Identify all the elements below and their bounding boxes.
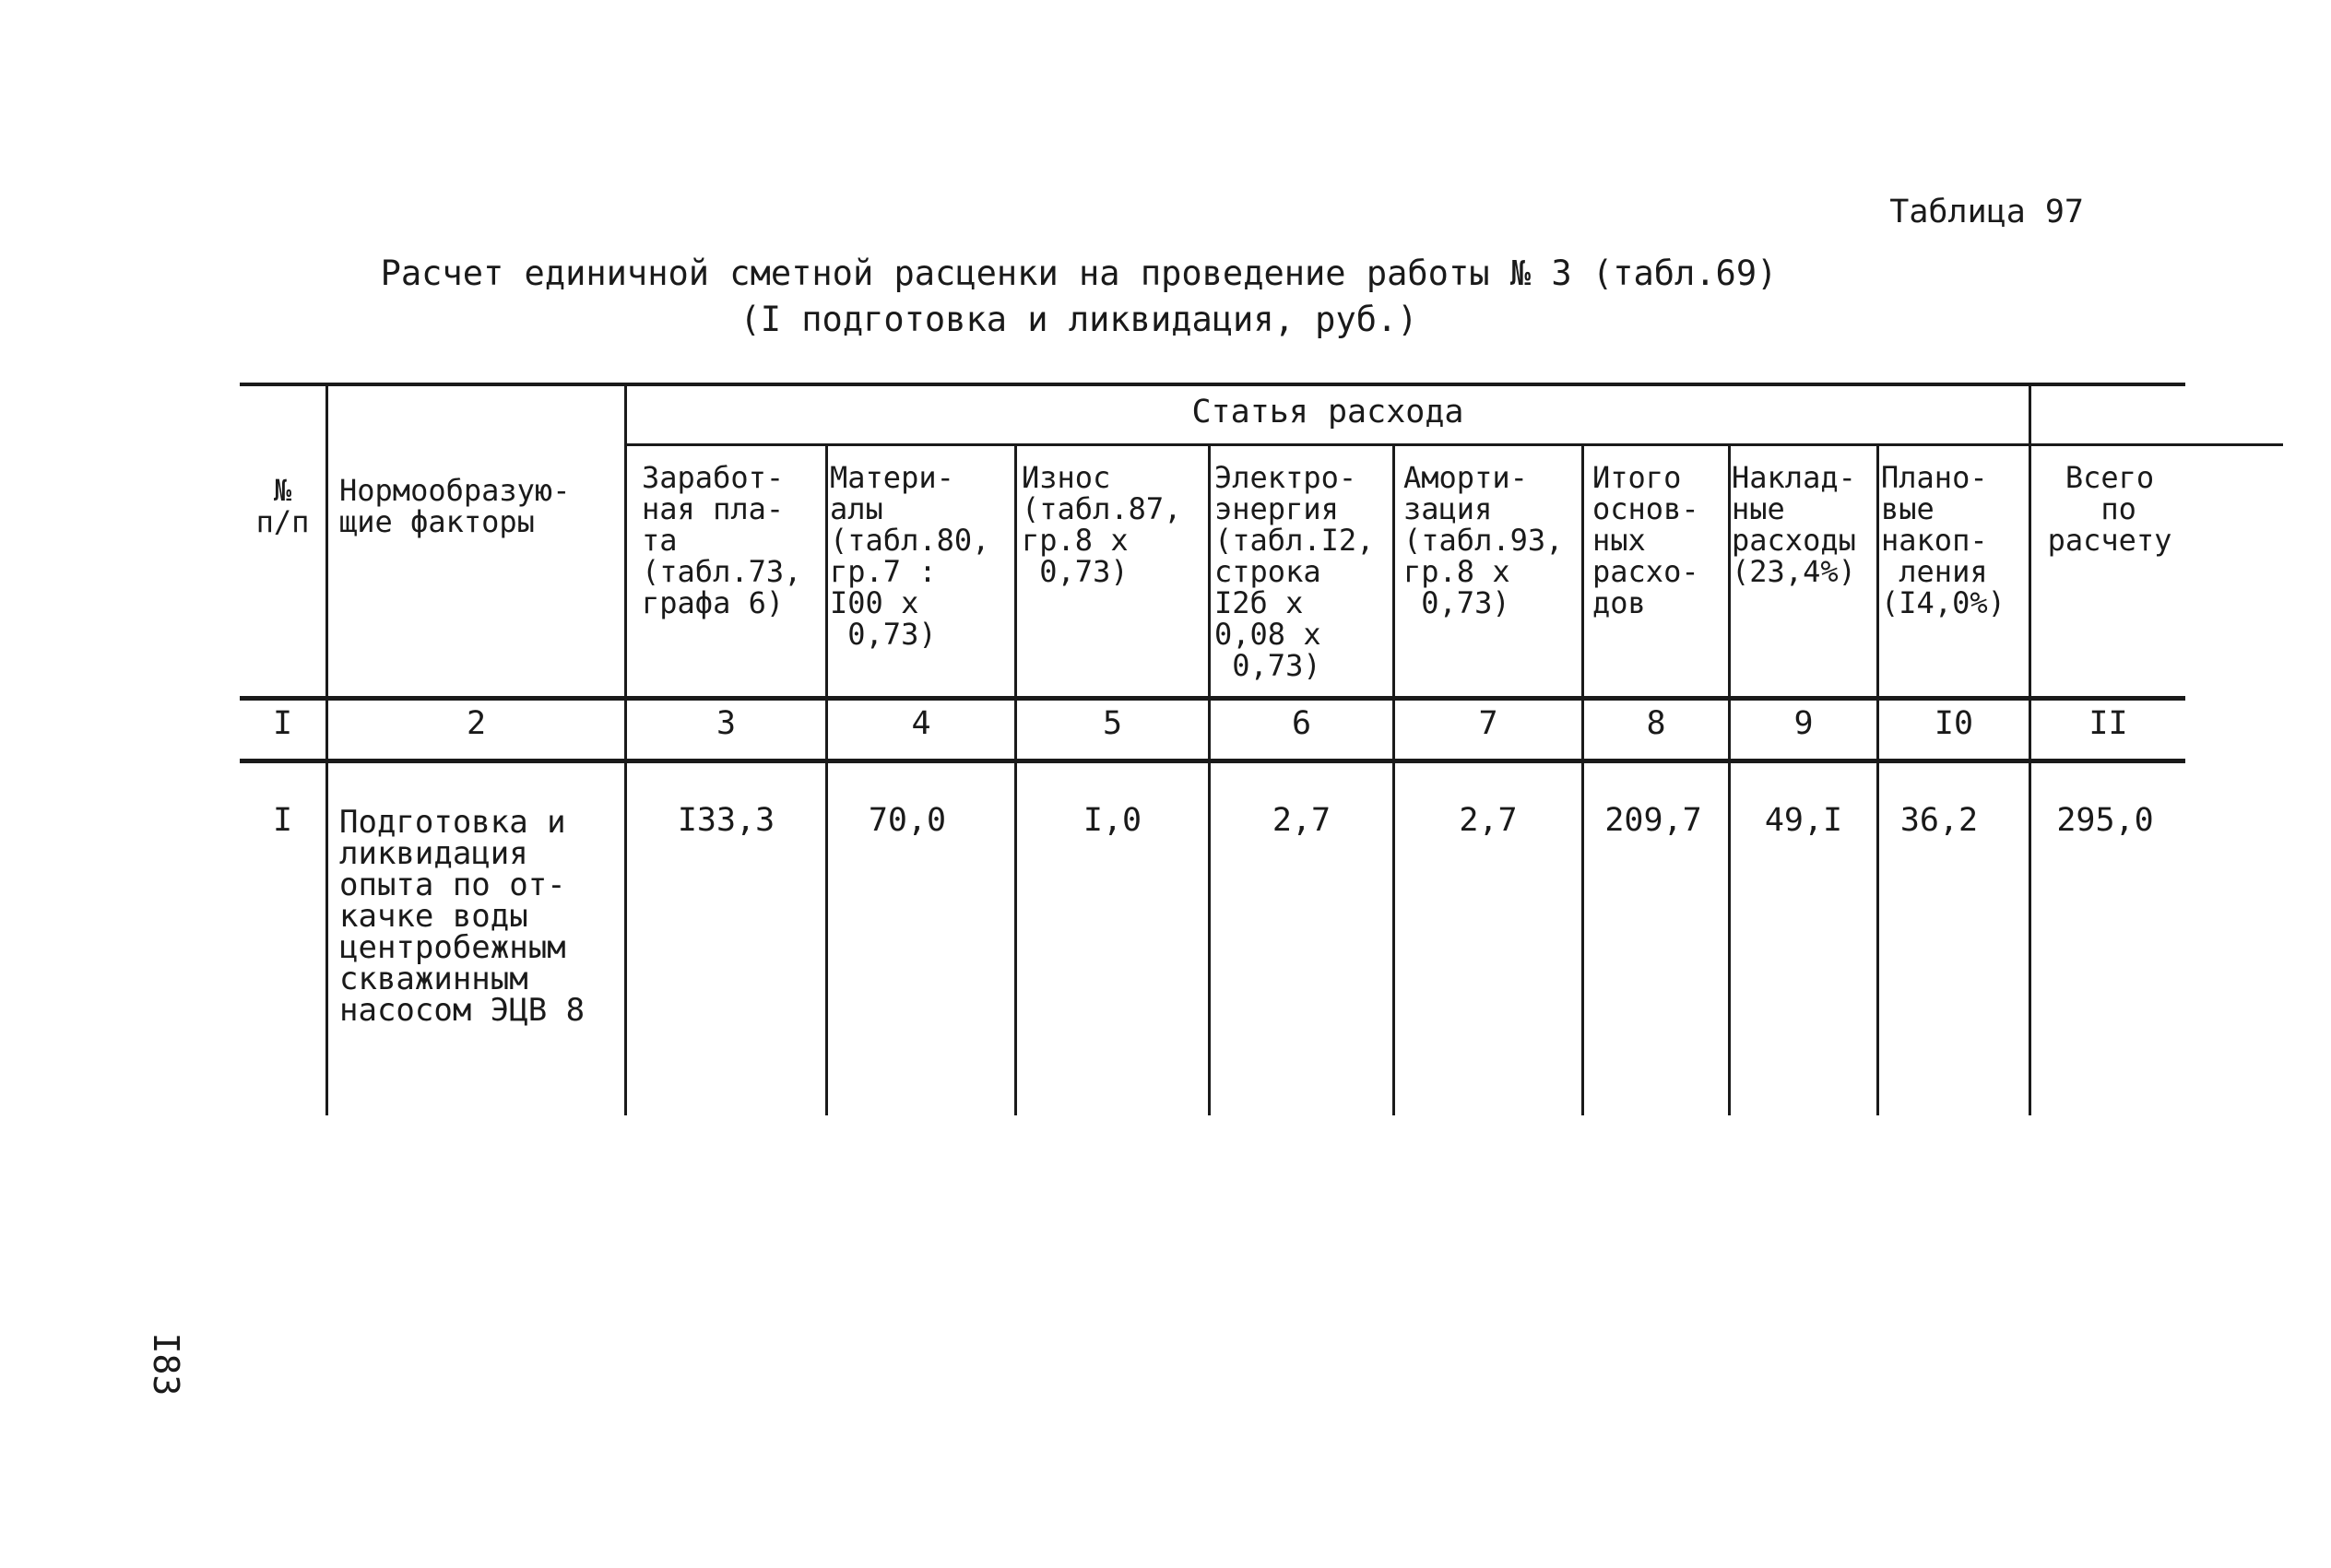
column-number-9: 9 [1793, 705, 1814, 742]
column-numbers-bottom-rule [240, 759, 2185, 763]
row-materials: 70,0 [868, 802, 947, 839]
column-number-6: 6 [1291, 705, 1312, 742]
header-electricity: Электро- энергия (табл.I2, строка I2б x 0,08 x 0,73) [1214, 460, 1375, 683]
header-wages: Заработ- ная пла- та (табл.73, графа 6) [642, 460, 802, 620]
col-divider-4 [1014, 443, 1017, 1115]
header-expense-group: Статья расхода [1191, 394, 1464, 430]
row-wages: I33,3 [677, 802, 775, 839]
header-overhead: Наклад- ные расходы (23,4%) [1732, 460, 1856, 589]
row-electricity: 2,7 [1272, 802, 1331, 839]
col-divider-7 [1581, 443, 1584, 1115]
row-planned-savings: 36,2 [1899, 802, 1979, 839]
row-total: 295,0 [2056, 802, 2154, 839]
column-number-5: 5 [1102, 705, 1123, 742]
col-divider-2 [624, 383, 627, 1115]
column-number-10: I0 [1934, 705, 1974, 742]
header-materials: Матери- алы (табл.80, гр.7 : I00 x 0,73) [830, 460, 990, 652]
column-number-3: 3 [716, 705, 737, 742]
column-number-2: 2 [466, 705, 487, 742]
table-number: Таблица 97 [1889, 194, 2084, 230]
col-divider-1 [325, 383, 328, 1115]
header-bottom-rule [240, 696, 2185, 701]
column-number-1: I [272, 705, 293, 742]
header-row-number: № п/п [255, 473, 310, 539]
row-factor: Подготовка и ликвидация опыта по от- качке воды центробежным скважинным насосом ЭЦВ 8 [339, 804, 586, 1029]
col-divider-8 [1728, 443, 1731, 1115]
header-wear: Износ (табл.87, гр.8 x 0,73) [1022, 460, 1182, 589]
page-number: I83 [146, 1332, 186, 1397]
estimate-table [240, 383, 2185, 1115]
header-total-basic: Итого основ- ных расхо- дов [1592, 460, 1699, 620]
header-total: Всего по расчету [2047, 460, 2172, 558]
col-divider-6 [1392, 443, 1395, 1115]
column-number-11: II [2088, 705, 2128, 742]
row-wear: I,0 [1083, 802, 1142, 839]
col-divider-5 [1208, 443, 1211, 1115]
column-number-7: 7 [1478, 705, 1498, 742]
table-top-border [240, 383, 2185, 386]
header-factors: Нормообразую- щие факторы [339, 473, 571, 539]
row-overhead: 49,I [1764, 802, 1843, 839]
col-divider-9 [1876, 443, 1879, 1115]
row-amortization: 2,7 [1459, 802, 1518, 839]
table-subtitle: (I подготовка и ликвидация, руб.) [740, 300, 1418, 339]
row-number: I [272, 802, 293, 839]
row-total-basic: 209,7 [1604, 802, 1702, 839]
column-number-8: 8 [1646, 705, 1666, 742]
column-number-4: 4 [911, 705, 931, 742]
header-amortization: Аморти- зация (табл.93, гр.8 x 0,73) [1403, 460, 1564, 620]
table-title: Расчет единичной сметной расценки на проведение работы № 3 (табл.69) [380, 253, 1778, 293]
header-planned-savings: Плано- вые накоп- ления (I4,0%) [1881, 460, 2006, 620]
col-divider-3 [825, 443, 828, 1115]
group-header-rule [627, 443, 2283, 446]
